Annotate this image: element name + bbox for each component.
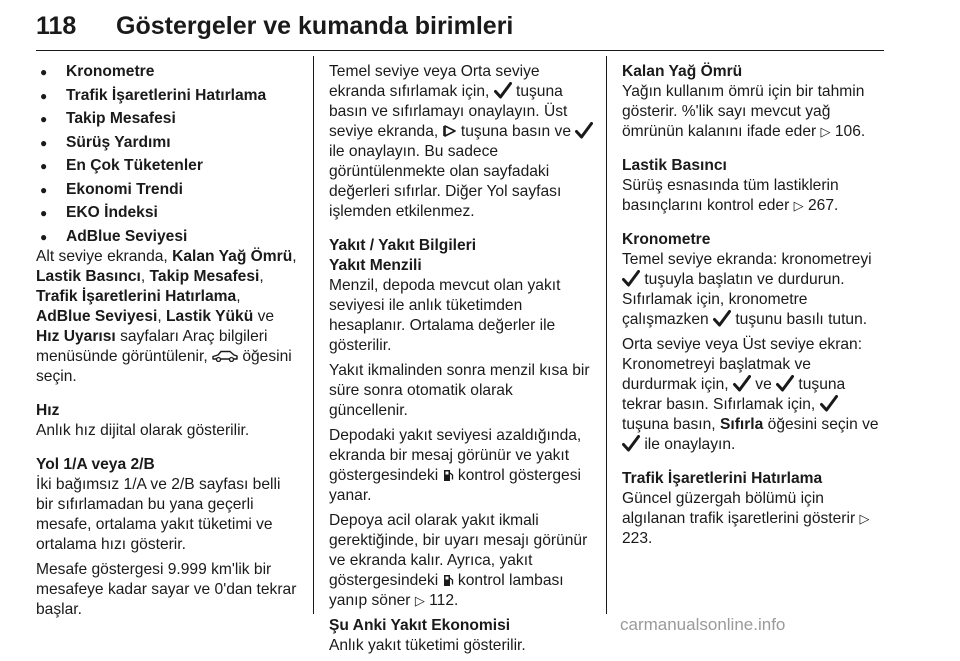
section-heading: Yakıt / Yakıt Bilgileri [329,237,477,254]
triangle-right-icon [443,125,457,137]
page-title: Göstergeler ve kumanda birimleri [116,12,514,40]
column-middle [329,62,595,661]
check-icon [494,82,512,99]
reference-arrow-icon: ▷ [793,198,804,213]
page-reference[interactable]: 112 [429,592,455,609]
check-icon [622,270,640,287]
section-heading: Trafik İşaretlerini Hatırlama [622,470,823,487]
page-list [36,62,298,247]
paragraph: Anlık hız dijital olarak gösterilir. [36,422,250,439]
page-number: 118 [36,12,77,40]
list-item: ● Takip Mesafesi [36,109,298,129]
list-item: ● Ekonomi Trendi [36,180,298,200]
paragraph: Menzil, depoda mevcut olan yakıt seviyesi ile anlık tüketimden hesaplanır. Ortalama değerler ile gösterilir. [329,277,561,354]
list-item: ● AdBlue Seviyesi [36,227,298,247]
page-reference[interactable]: 106 [834,123,861,140]
list-item: ● En Çok Tüketenler [36,156,298,176]
section-heading: Kronometre [622,231,711,248]
column-right [622,62,884,554]
section-heading: Kalan Yağ Ömrü [622,63,743,80]
list-item: ● Sürüş Yardımı [36,133,298,153]
paragraph: Anlık yakıt tüketimi gösterilir. [329,637,526,654]
reference-arrow-icon: ▷ [414,593,425,608]
check-icon [820,395,838,412]
paragraph: Temel seviye veya Orta seviye ekranda sıfırlamak için, tuşuna basın ve sıfırlamayı onaylayın. Üst seviye ekranda, tuşuna basın ve ile onaylayın. Bu sadece görüntülenmekte olan sayfadaki değerleri sıfırlar. Diğer Yol sayfası işlemden etkilenmez. [329,62,595,222]
paragraph: Güncel güzergah bölümü için algılanan trafik işaretlerini gösterir ▷ 223. [622,490,870,547]
check-icon [575,122,593,139]
paragraph: Yakıt ikmalinden sonra menzil kısa bir süre sonra otomatik olarak güncellenir. [329,362,590,419]
subsection-heading: Yakıt Menzili [329,257,422,274]
fuel-pump-icon [443,573,454,587]
fuel-pump-icon [443,468,454,482]
check-icon [713,310,731,327]
list-item: ● Kronometre [36,62,298,82]
list-item: ● Trafik İşaretlerini Hatırlama [36,86,298,106]
intro-paragraph: Alt seviye ekranda, Kalan Yağ Ömrü, Lastik Basıncı, Takip Mesafesi, Trafik İşaretlerini Hatırlama, AdBlue Seviyesi, Lastik Yükü ve Hız Uyarısı sayfaları Araç bilgileri menüsünde görüntülenir, öğesini seçin. [36,248,297,385]
section-heading: Lastik Basıncı [622,157,727,174]
page-reference[interactable]: 267 [807,197,834,214]
paragraph: Sürüş esnasında tüm lastiklerin basınçlarını kontrol eder ▷ 267. [622,177,839,214]
reference-arrow-icon: ▷ [820,124,831,139]
paragraph: Depodaki yakıt seviyesi azaldığında, ekranda bir mesaj görünür ve yakıt göstergesindeki kontrol göstergesi yanar. [329,427,582,504]
page-reference[interactable]: 223 [622,530,649,547]
list-item: ● EKO İndeksi [36,203,298,223]
column-divider [313,56,314,614]
check-icon [622,435,640,452]
paragraph: Mesafe göstergesi 9.999 km'lik bir mesafeye kadar sayar ve 0'dan tekrar başlar. [36,561,297,618]
page-header [36,6,884,51]
paragraph: Yağın kullanım ömrü için bir tahmin gösterir. %'lik sayı mevcut yağ ömrünün kalanını ifade eder ▷ 106. [622,83,866,140]
column-divider [606,56,607,614]
paragraph: Depoya acil olarak yakıt ikmali gerektiğinde, bir uyarı mesajı görünür ve ekranda kalır. Ayrıca, yakıt göstergesindeki kontrol lambası yanıp söner ▷ 112. [329,512,588,609]
check-icon [776,375,794,392]
car-icon [212,350,238,362]
check-icon [733,375,751,392]
column-left [36,62,298,625]
paragraph: Temel seviye ekranda: kronometreyi tuşuyla başlatın ve durdurun. Sıfırlamak için, kronometre çalışmazken tuşunu basılı tutun. [622,251,872,328]
watermark: carmanualsonline.info [620,615,786,634]
section-heading: Hız [36,402,60,419]
reference-arrow-icon: ▷ [859,511,870,526]
section-heading: Yol 1/A veya 2/B [36,456,155,473]
paragraph: İki bağımsız 1/A ve 2/B sayfası belli bir sıfırlamadan bu yana geçerli mesafe, ortalama yakıt tüketimi ve ortalama hızı gösterir. [36,476,281,553]
paragraph: Orta seviye veya Üst seviye ekran: Kronometreyi başlatmak ve durdurmak için, ve tuşuna tekrar basın. Sıfırlamak için, tuşuna basın, Sıfırla öğesini seçin ve ile onaylayın. [622,336,879,453]
subsection-heading: Şu Anki Yakıt Ekonomisi [329,617,511,634]
